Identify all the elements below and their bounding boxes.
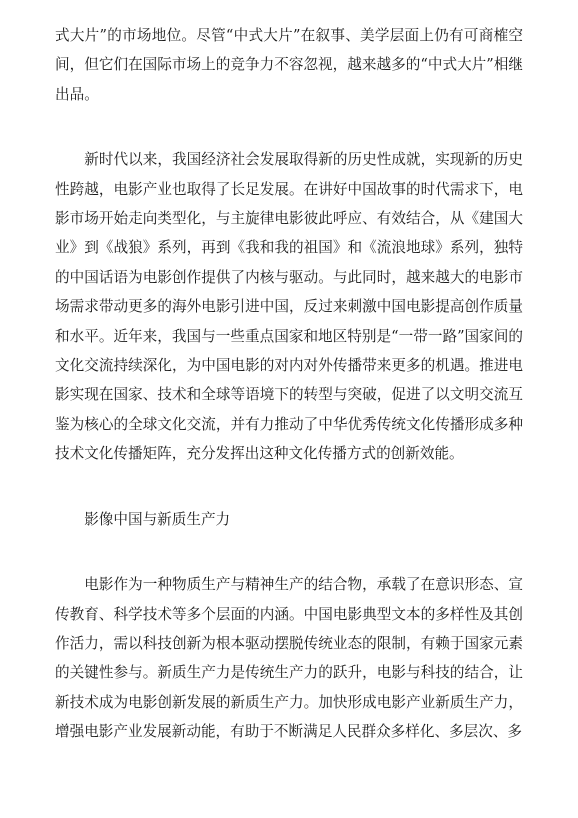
section-subheading: 影像中国与新质生产力 bbox=[84, 510, 231, 528]
paragraph-new-productivity: 电影作为一种物质生产与精神生产的结合物，承载了在意识形态、宣传教育、科学技术等多个层面的内涵。中国电影典型文本的多样性及其创作活力，需以科技创新为根本驱动摆脱传统业态的限制，有赖于国家元素的关键性参与。新质生产力是传统生产力的跃升，电影与科技的结合，让新技术成为电影创新发展的新质生产力。加快形成电影产业新质生产力，增强电影产业发展新动能，有助于不断满足人民群众多样化、多层次、多 bbox=[55, 576, 523, 741]
article-body bbox=[55, 21, 523, 747]
paragraph-new-era: 新时代以来，我国经济社会发展取得新的历史性成就，实现新的历史性跨越，电影产业也取得了长足发展。在讲好中国故事的时代需求下，电影市场开始走向类型化，与主旋律电影彼此呼应、有效结合，从《建国大业》到《战狼》系列，再到《我和我的祖国》和《流浪地球》系列，独特的中国话语为电影创作提供了内核与驱动。与此同时，越来越大的电影市场需求带动更多的海外电影引进中国，反过来刺激中国电影提高创作质量和水平。近年来，我国与一些重点国家和地区特别是“一带一路”国家间的文化交流持续深化，为中国电影的对内对外传播带来更多的机遇。推进电影实现在国家、技术和全球等语境下的转型与突破，促进了以文明交流互鉴为核心的全球文化交流，并有力推动了中华优秀传统文化传播形成多种技术文化传播矩阵，充分发挥出这种文化传播方式的创新效能。 bbox=[55, 151, 523, 463]
paragraph-continued: 式大片”的市场地位。尽管“中式大片”在叙事、美学层面上仍有可商榷空间，但它们在国际市场上的竞争力不容忽视，越来越多的“中式大片”相继出品。 bbox=[55, 27, 523, 103]
